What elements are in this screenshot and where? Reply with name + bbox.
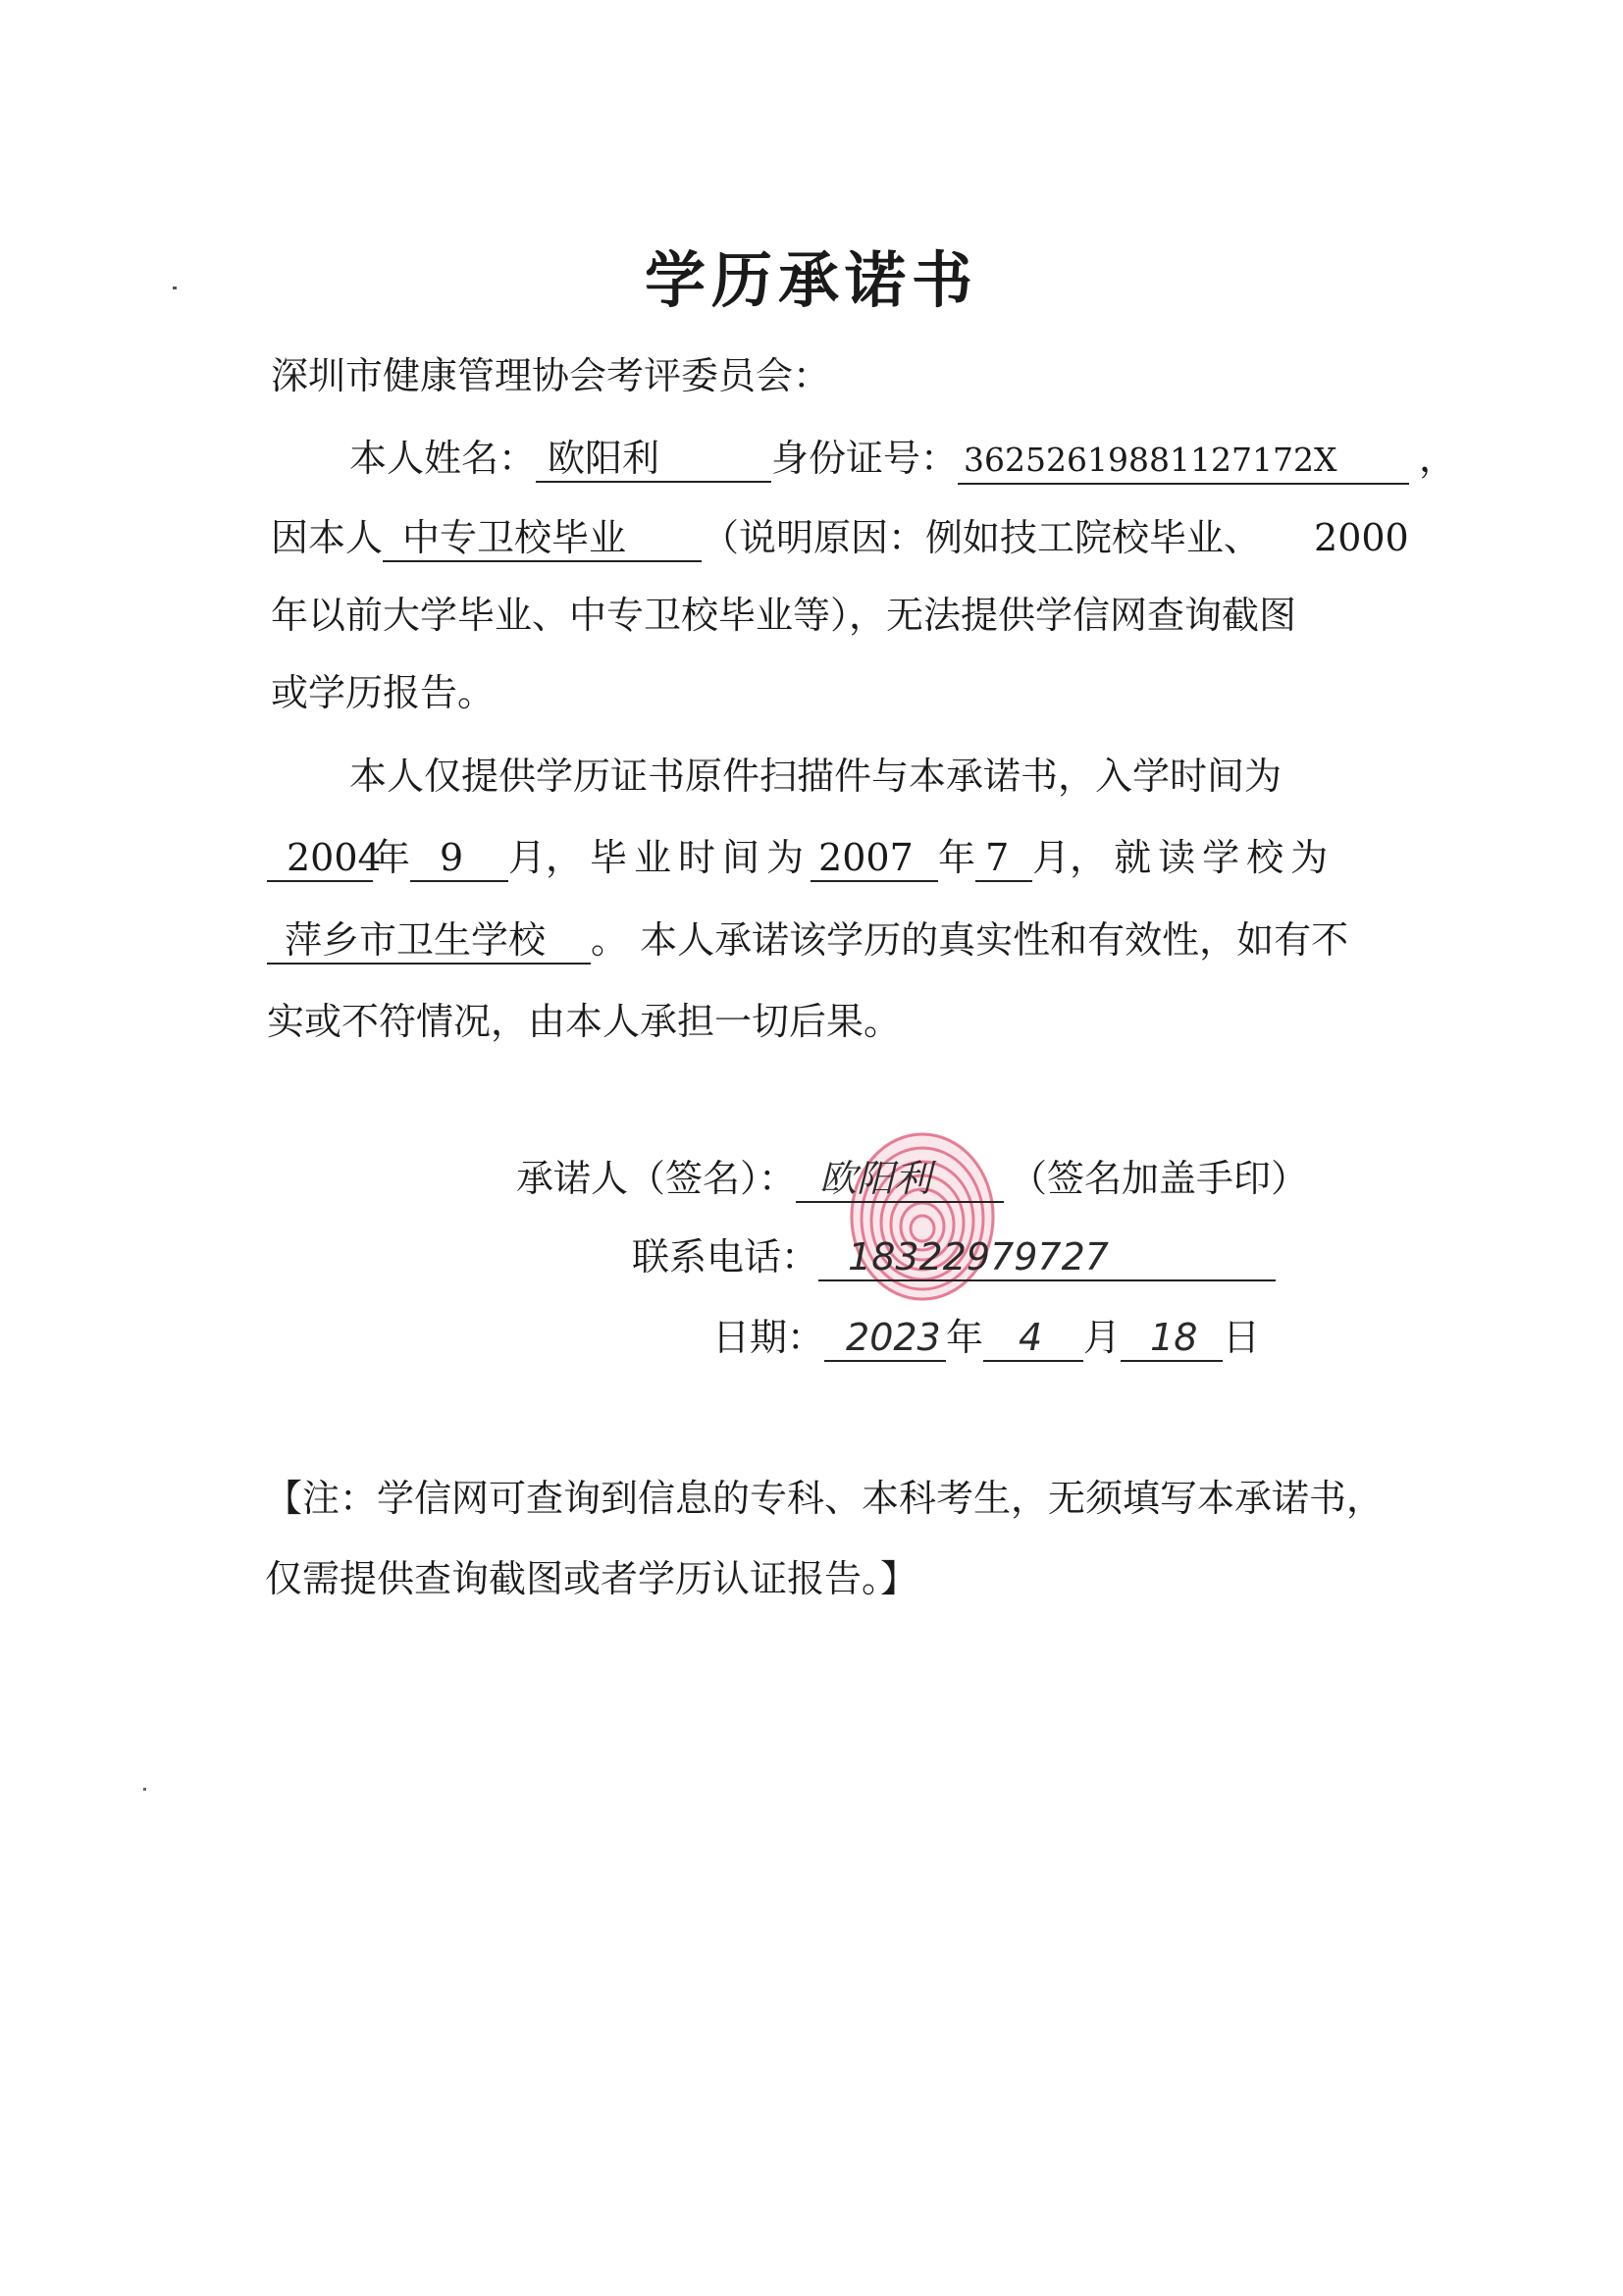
name-value: 欧阳利: [548, 437, 660, 480]
date-row: [712, 1315, 1260, 1362]
signer-signature: 欧阳利: [819, 1157, 932, 1200]
entry-year-field[interactable]: [267, 835, 382, 882]
p2-line-4: 实或不符情况，由本人承担一切后果。: [267, 1000, 902, 1043]
scan-speck: [143, 1788, 146, 1791]
grad-year-value: 2007: [818, 836, 914, 879]
reason-note-2: 年以前大学毕业、中专卫校毕业等），无法提供学信网查询截图: [271, 594, 1297, 637]
p2-line-2: [267, 835, 1335, 882]
id-number-field[interactable]: [958, 436, 1409, 485]
entry-month-char: 月: [508, 836, 547, 879]
date-label: 日期：: [712, 1316, 825, 1359]
reason-note-3: 或学历报告。: [271, 671, 496, 714]
date-day-value: 18: [1150, 1316, 1198, 1359]
p2-line-3: [267, 917, 1348, 965]
salutation: 深圳市健康管理协会考评委员会：: [271, 354, 831, 397]
note-line-1: 【注：学信网可查询到信息的专科、本科考生，无须填写本承诺书，: [265, 1477, 1385, 1520]
date-year-value: 2023: [846, 1316, 941, 1359]
note-line-2: 仅需提供查询截图或者学历认证报告。】: [265, 1557, 918, 1600]
entry-year-char: 年: [373, 836, 411, 879]
phone-row: [632, 1234, 1276, 1281]
id-label: 身份证号：: [771, 437, 959, 480]
reason-note-year: 2000: [1314, 516, 1409, 559]
entry-year-value: 2004: [287, 836, 382, 879]
phone-field[interactable]: [818, 1234, 1276, 1281]
grad-month-field[interactable]: [975, 835, 1032, 882]
id-number-value: 36252619881127172X: [964, 441, 1337, 479]
date-day-char: 日: [1223, 1316, 1261, 1359]
p2-line-3-rest: 。 本人承诺该学历的真实性和有效性，如有不: [591, 918, 1349, 962]
entry-month-value: 9: [440, 836, 464, 879]
signer-label: 承诺人（签名）：: [516, 1157, 797, 1200]
reason-value: 中专卫校毕业: [402, 516, 627, 559]
school-label: ，就读学校为: [1070, 836, 1335, 879]
phone-value: 18322979727: [848, 1235, 1109, 1278]
p1-line-2: [271, 515, 1409, 562]
p1-line-1: [349, 436, 1456, 485]
signer-field[interactable]: [796, 1156, 1004, 1203]
p1-comma: ，: [1419, 437, 1457, 480]
date-year-char: 年: [946, 1316, 984, 1359]
signer-row: [516, 1156, 1308, 1203]
grad-year-char: 年: [938, 836, 976, 879]
grad-month-value: 7: [985, 836, 1010, 879]
entry-month-field[interactable]: [410, 835, 508, 882]
grad-month-char: 月: [1032, 836, 1071, 879]
grad-year-field[interactable]: [811, 835, 938, 882]
phone-label: 联系电话：: [632, 1235, 819, 1278]
name-field[interactable]: [536, 436, 771, 483]
grad-label: ，毕业时间为: [546, 836, 812, 879]
signer-note: （签名加盖手印）: [1010, 1157, 1309, 1200]
reason-prefix: 因本人: [271, 516, 384, 559]
date-day-field[interactable]: [1121, 1315, 1223, 1362]
document-title: 学历承诺书: [644, 244, 978, 316]
date-month-field[interactable]: [983, 1315, 1083, 1362]
school-field[interactable]: [267, 917, 591, 965]
p2-line-1: 本人仅提供学历证书原件扫描件与本承诺书，入学时间为: [349, 755, 1283, 798]
name-label: 本人姓名：: [349, 437, 537, 480]
date-month-value: 4: [1019, 1316, 1043, 1359]
date-year-field[interactable]: [824, 1315, 946, 1362]
reason-field[interactable]: [383, 515, 702, 562]
date-month-char: 月: [1083, 1316, 1122, 1359]
school-value: 萍乡市卫生学校: [285, 918, 547, 962]
reason-note-1: （说明原因：例如技工院校毕业、: [702, 516, 1262, 559]
